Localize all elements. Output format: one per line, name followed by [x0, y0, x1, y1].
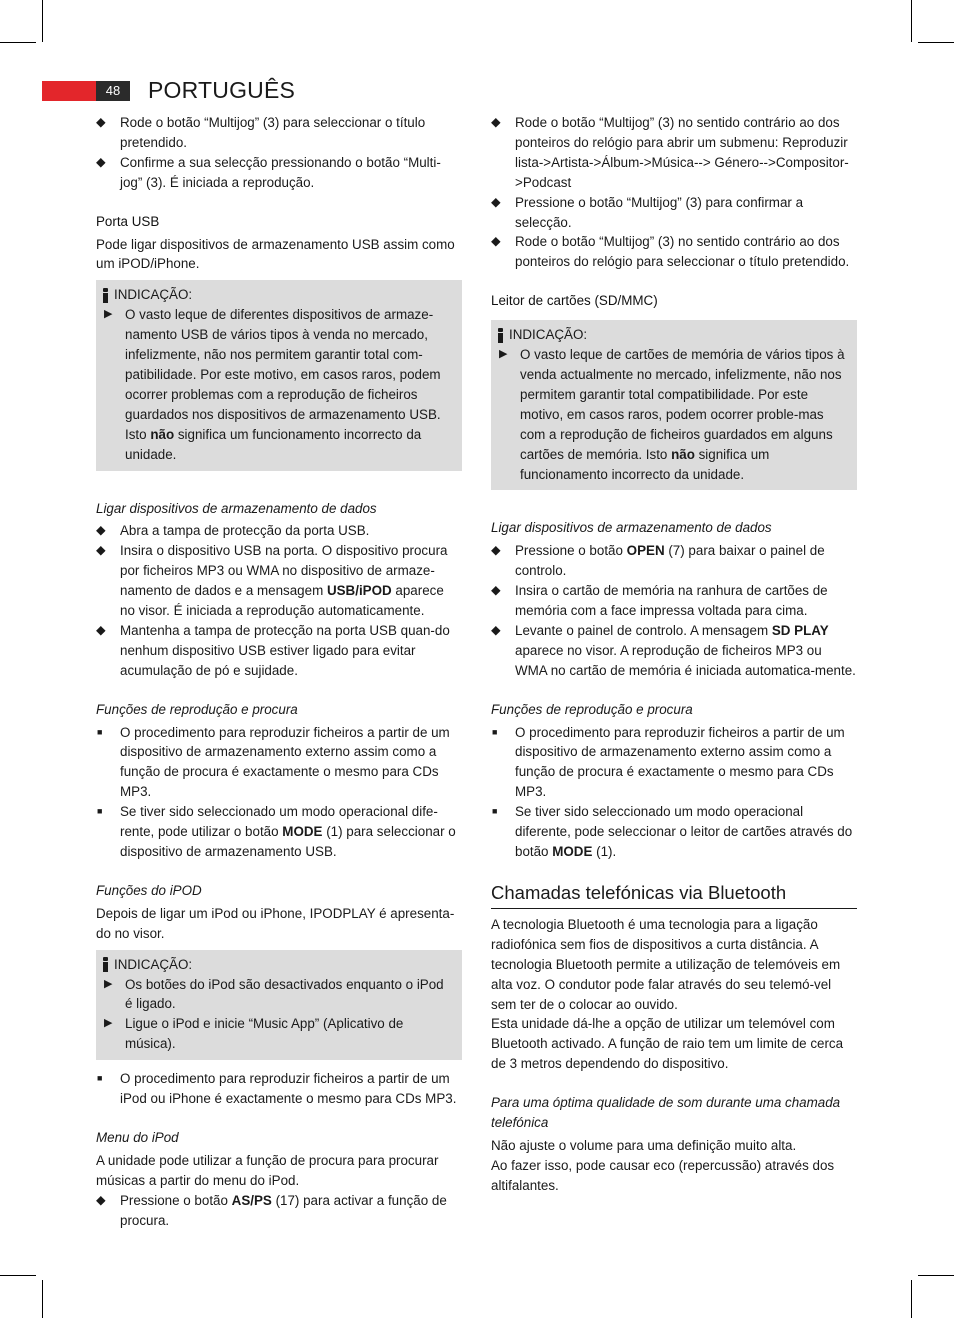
menu-list — [96, 1191, 462, 1231]
list-item: ◆ Rode o botão “Multijog” (3) no sentido contrário ao dos ponteiros do relógio para seleccionar o título pretendido. — [491, 232, 857, 272]
crop-mark — [911, 0, 912, 42]
note-title — [102, 955, 452, 975]
page-number: 48 — [96, 81, 130, 101]
bluetooth-title: Chamadas telefónicas via Bluetooth — [491, 881, 857, 909]
list-item: ◆ Insira o dispositivo USB na porta. O dispositivo procura por ficheiros MP3 ou WMA no dispositivo de armaze-namento de dados e a mensagem USB/iPOD aparece no visor. É iniciada a reprodução automaticamente. — [96, 541, 462, 621]
page-title: PORTUGUÊS — [148, 77, 296, 103]
list-item: ◆ Rode o botão “Multijog” (3) no sentido contrário ao dos ponteiros do relógio para abrir um submenu: Reproduzir lista->Artista->Álbum->Música--> Género-->Compositor->Podcast — [491, 113, 857, 193]
note-item: ▶ O vasto leque de cartões de memória de vários tipos à venda actualmente no mercado, infelizmente, não nos permitem garantir total compatibilidade. Por este motivo, em casos raros, podem ocorrer proble-mas com a reprodução de ficheiros guardados em alguns cartões de memória. Isto não significa um funcionamento incorrecto da unidade. — [497, 345, 847, 484]
section-heading: Funções de reprodução e procura — [96, 701, 298, 717]
left-column — [96, 113, 462, 1231]
crop-mark — [42, 0, 43, 42]
crop-mark — [0, 42, 36, 43]
section-heading: Ligar dispositivos de armazenamento de dados — [491, 520, 772, 536]
connect-list — [491, 541, 857, 680]
note-box — [96, 950, 462, 1061]
section-heading: Porta USB — [96, 213, 160, 229]
note-label: INDICAÇÃO: — [114, 956, 193, 972]
section-heading: Funções de reprodução e procura — [491, 701, 693, 717]
list-item: ■ Se tiver sido seleccionado um modo operacional dife-rente, pode utilizar o botão MODE (1) para seleccionar o dispositivo de armazenamento USB. — [96, 802, 462, 862]
note-title — [497, 325, 847, 345]
info-icon — [102, 288, 110, 303]
list-item: ◆ Abra a tampa de protecção da porta USB. — [96, 521, 462, 541]
list-item: ■ O procedimento para reproduzir ficheiros a partir de um dispositivo de armazenamento externo assim como a função de procura é exactamente o mesmo para CDs MP3. — [96, 723, 462, 803]
section-heading: Funções do iPOD — [96, 882, 202, 898]
list-item: ■ O procedimento para reproduzir ficheiros a partir de um dispositivo de armazenamento externo assim como a função de procura é exactamente o mesmo para CDs MP3. — [491, 723, 857, 803]
section-heading: Leitor de cartões (SD/MMC) — [491, 293, 658, 309]
list-item: ◆ Insira o cartão de memória na ranhura de cartões de memória com a face impressa voltada para cima. — [491, 581, 857, 621]
section-heading: Menu do iPod — [96, 1129, 179, 1145]
crop-mark — [911, 1280, 912, 1318]
paragraph: A tecnologia Bluetooth é uma tecnologia para a ligação radiofónica sem fios de dispositivos a curta distância. A tecnologia Bluetooth permite a utilização de telemóveis em alta voz. O condutor pode falar através do seu telemó-vel sem ter de o colocar ao ouvido. — [491, 916, 841, 1012]
list-item: ◆ Pressione o botão OPEN (7) para baixar o painel de controlo. — [491, 541, 857, 581]
note-title — [102, 285, 452, 305]
list-item: ◆ Pressione o botão “Multijog” (3) para confirmar a selecção. — [491, 193, 857, 233]
intro-list — [491, 113, 857, 272]
list-item: ◆ Levante o painel de controlo. A mensagem SD PLAY aparece no visor. A reprodução de ficheiros MP3 ou WMA no cartão de memória é iniciada automatica-mente. — [491, 621, 857, 681]
note-item: ▶ O vasto leque de diferentes dispositivos de armaze-namento USB de vários tipos à venda no mercado, infelizmente, não nos permitem garantir total com-patibilidade. Por este motivo, em casos raros, podem ocorrer problemas com a reprodução de ficheiros guardados nos dispositivos de armazenamento USB. Isto não significa um funcionamento incorrecto da unidade. — [102, 305, 452, 464]
note-box — [96, 280, 462, 470]
header-accent-bar — [42, 81, 96, 101]
list-item: ■ O procedimento para reproduzir ficheiros a partir de um iPod ou iPhone é exactamente o mesmo para CDs MP3. — [96, 1069, 462, 1109]
list-item: ◆ Mantenha a tampa de protecção na porta USB quan-do nenhum dispositivo USB estiver ligado para evitar acumulação de pó e sujidade. — [96, 621, 462, 681]
info-icon — [102, 957, 110, 972]
intro-list — [96, 113, 462, 193]
ipod-list — [96, 1069, 462, 1109]
paragraph: Esta unidade dá-lhe a opção de utilizar um telemóvel com Bluetooth activado. A função de raio tem um limite de cerca de 3 metros dependendo do dispositivo. — [491, 1016, 844, 1072]
section-heading: Ligar dispositivos de armazenamento de dados — [96, 500, 377, 516]
paragraph: Pode ligar dispositivos de armazenamento USB assim como um iPOD/iPhone. — [96, 236, 455, 272]
paragraph: Ao fazer isso, pode causar eco (repercussão) através dos altifalantes. — [491, 1157, 835, 1193]
list-item: ◆ Rode o botão “Multijog” (3) para seleccionar o título pretendido. — [96, 113, 462, 153]
right-column — [491, 113, 857, 1196]
paragraph: Depois de ligar um iPod ou iPhone, IPODPLAY é apresenta-do no visor. — [96, 905, 455, 941]
list-item: ◆ Confirme a sua selecção pressionando o botão “Multi-jog” (3). É iniciada a reprodução. — [96, 153, 462, 193]
paragraph: A unidade pode utilizar a função de procura para procurar músicas a partir do menu do iPod. — [96, 1152, 439, 1188]
crop-mark — [0, 1275, 36, 1276]
note-box — [491, 320, 857, 490]
section-heading: Para uma óptima qualidade de som durante uma chamada telefónica — [491, 1095, 841, 1131]
paragraph: Não ajuste o volume para uma definição muito alta. — [491, 1137, 797, 1153]
crop-mark — [918, 42, 954, 43]
crop-mark — [918, 1275, 954, 1276]
note-label: INDICAÇÃO: — [509, 327, 588, 343]
note-label: INDICAÇÃO: — [114, 287, 193, 303]
playback-list — [96, 723, 462, 862]
connect-list — [96, 521, 462, 680]
note-item: ▶ Os botões do iPod são desactivados enquanto o iPod é ligado. — [102, 975, 452, 1015]
info-icon — [497, 328, 505, 343]
list-item: ◆ Pressione o botão AS/PS (17) para activar a função de procura. — [96, 1191, 462, 1231]
note-item: ▶ Ligue o iPod e inicie “Music App” (Aplicativo de música). — [102, 1014, 452, 1054]
crop-mark — [42, 1280, 43, 1318]
playback-list — [491, 723, 857, 862]
list-item: ■ Se tiver sido seleccionado um modo operacional diferente, pode seleccionar o leitor de cartões através do botão MODE (1). — [491, 802, 857, 862]
